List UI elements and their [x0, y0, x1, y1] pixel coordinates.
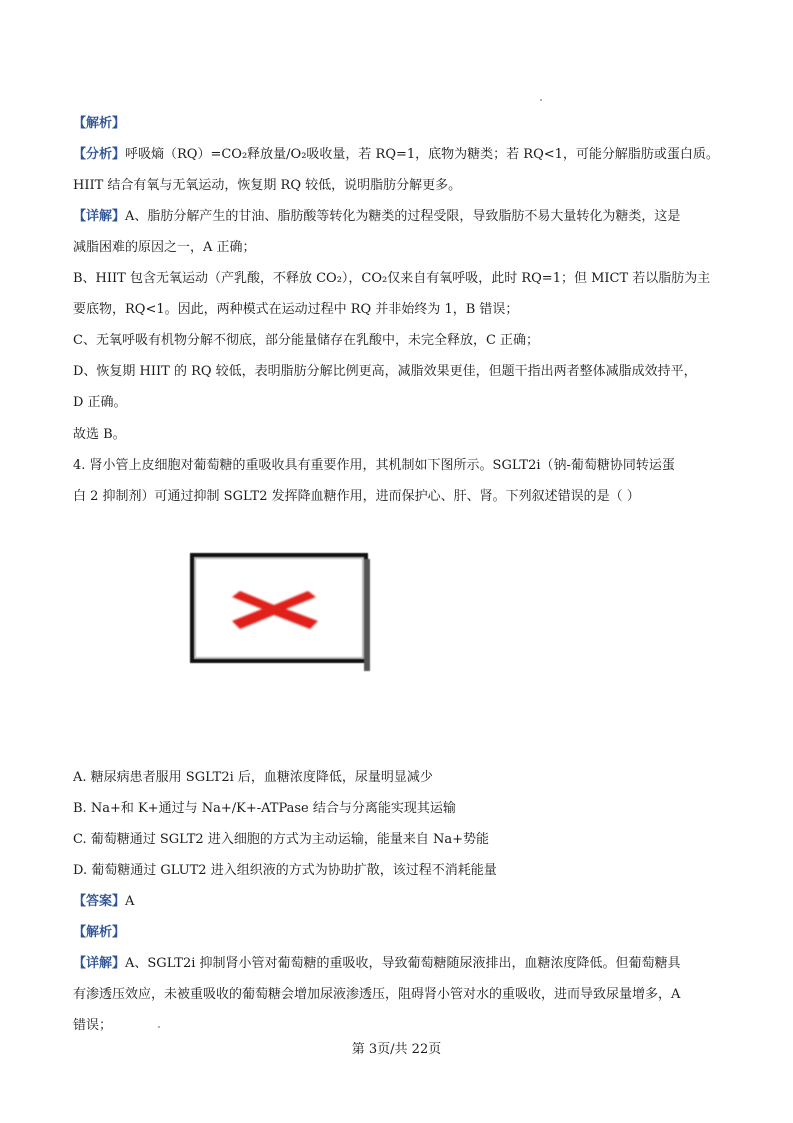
answer-line	[73, 892, 733, 912]
option-d	[73, 861, 733, 881]
text-line	[73, 985, 733, 1005]
text-line	[73, 207, 733, 227]
line-text: 要底物，RQ<1。因此，两种模式在运动过程中 RQ 并非始终为 1，B 错误；	[73, 302, 519, 317]
line-text: A	[125, 894, 135, 909]
line-text: 减脂困难的原因之一，A 正确；	[73, 240, 256, 255]
section-tag: 【详解】	[73, 209, 126, 224]
line-text: 白 2 抑制剂）可通过抑制 SGLT2 发挥降血糖作用，进而保护心、肝、肾。下列叙述错误的是（ ）	[73, 489, 640, 504]
page-footer: 第 3页/共 22页	[351, 1042, 442, 1057]
line-text: 错误；	[73, 1018, 113, 1033]
speck	[158, 1026, 160, 1028]
broken-image-red-x-icon	[194, 557, 364, 659]
section-tag: 【解析】	[73, 116, 126, 131]
line-text: C、无氧呼吸有机物分解不彻底，部分能量储存在乳酸中，未完全释放，C 正确；	[73, 333, 540, 348]
text-line	[73, 954, 733, 974]
line-text: A. 糖尿病患者服用 SGLT2i 后，血糖浓度降低，尿量明显减少	[73, 770, 433, 785]
text-line	[73, 331, 733, 351]
text-line	[73, 362, 733, 382]
speck	[540, 99, 542, 101]
text-line	[73, 269, 733, 289]
line-text: 故选 B。	[73, 427, 126, 442]
section-tag: 【详解】	[73, 956, 126, 971]
question-stem	[73, 456, 733, 476]
line-text: B、HIIT 包含无氧运动（产乳酸，不释放 CO₂），CO₂仅来自有氧呼吸，此时 RQ=1；但 MICT 若以脂肪为主	[73, 271, 711, 286]
section-tag: 【解析】	[73, 925, 126, 940]
line-text: A、SGLT2i 抑制肾小管对葡萄糖的重吸收，导致葡萄糖随尿液排出，血糖浓度降低。但葡萄糖具	[125, 956, 681, 971]
line-text: 有渗透压效应，未被重吸收的葡萄糖会增加尿液渗透压，阻碍肾小管对水的重吸收，进而导致尿量增多，A	[73, 987, 681, 1002]
line-text: HIIT 结合有氧与无氧运动，恢复期 RQ 较低，说明脂肪分解更多。	[73, 178, 462, 193]
line-text: D、恢复期 HIIT 的 RQ 较低，表明脂肪分解比例更高，减脂效果更佳，但题干指出两者整体减脂成效持平，	[73, 364, 697, 379]
text-line	[73, 176, 733, 196]
text-line	[73, 425, 733, 445]
text-line	[73, 923, 733, 943]
question-stem	[73, 487, 733, 507]
text-line	[73, 238, 733, 258]
option-a	[73, 768, 733, 788]
text-line	[73, 393, 733, 413]
line-text: B. Na+和 K+通过与 Na+/K+-ATPase 结合与分离能实现其运输	[73, 801, 456, 816]
line-text: 呼吸熵（RQ）=CO₂释放量/O₂吸收量，若 RQ=1，底物为糖类；若 RQ<1，可能分解脂肪或蛋白质。	[125, 147, 719, 162]
text-line	[73, 300, 733, 320]
line-text: D. 葡萄糖通过 GLUT2 进入组织液的方式为协助扩散，该过程不消耗能量	[73, 863, 497, 878]
broken-image-placeholder	[190, 553, 368, 663]
text-line	[73, 145, 733, 165]
section-tag: 【分析】	[73, 147, 126, 162]
option-b	[73, 799, 733, 819]
line-text: A、脂肪分解产生的甘油、脂肪酸等转化为糖类的过程受限，导致脂肪不易大量转化为糖类，这是	[125, 209, 681, 224]
line-text: C. 葡萄糖通过 SGLT2 进入细胞的方式为主动运输，能量来自 Na+势能	[73, 832, 489, 847]
text-line	[73, 114, 733, 134]
section-tag: 【答案】	[73, 894, 126, 909]
line-text: D 正确。	[73, 395, 127, 410]
text-line	[73, 1016, 733, 1036]
line-text: 4. 肾小管上皮细胞对葡萄糖的重吸收具有重要作用，其机制如下图所示。SGLT2i（钠-葡萄糖协同转运蛋	[73, 458, 675, 473]
option-c	[73, 830, 733, 850]
